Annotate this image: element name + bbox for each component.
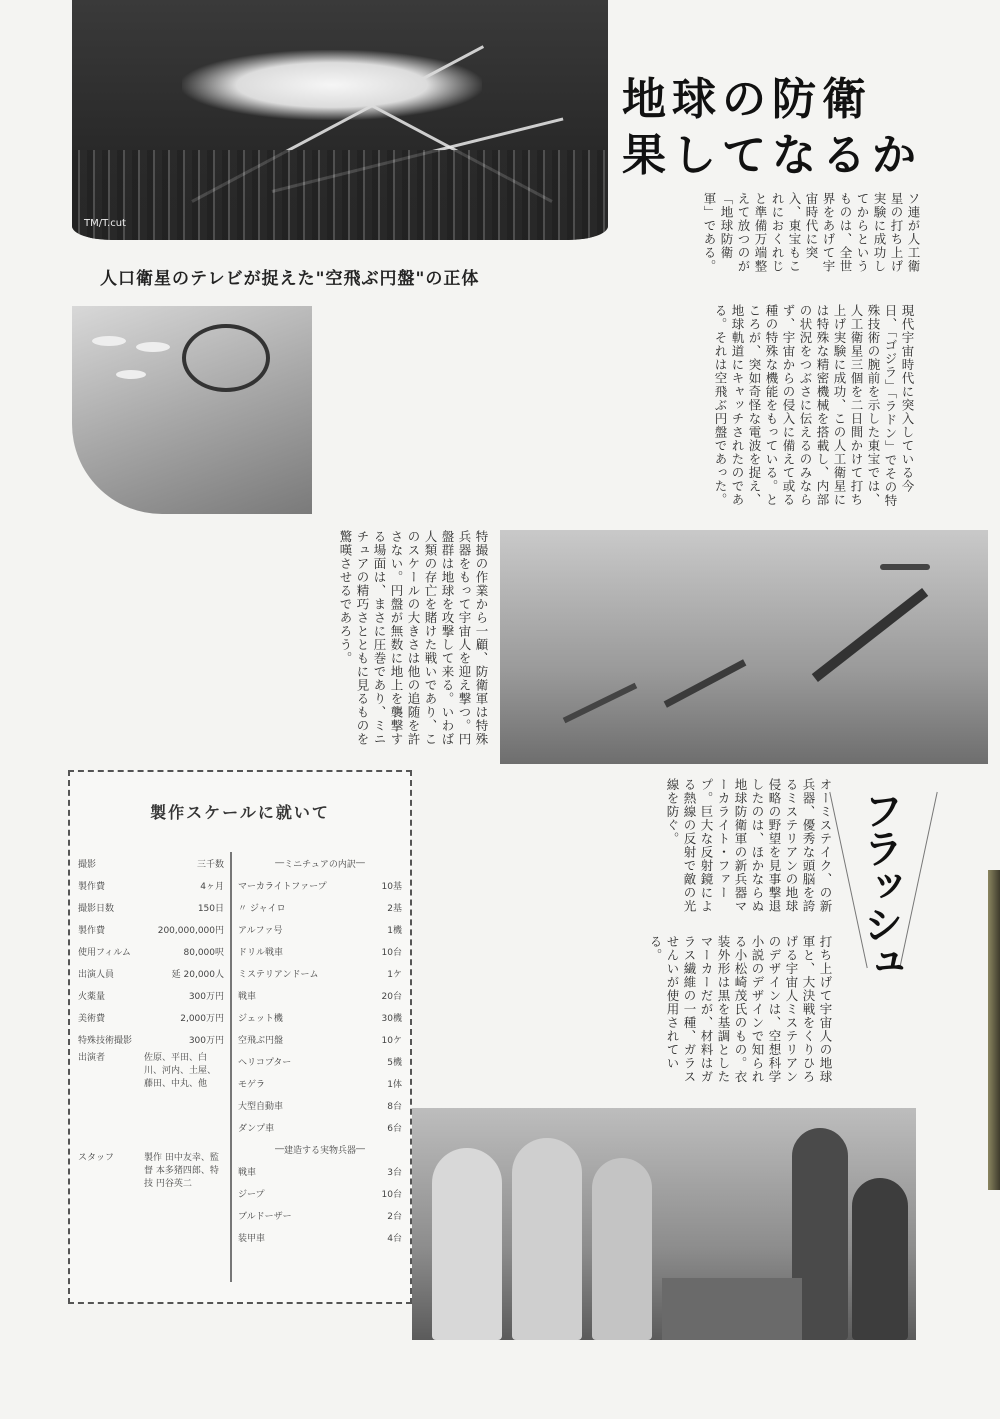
scale-table-title: 製作スケールに就いて: [150, 803, 330, 822]
table-row: 使用フィルム 80,000呎: [78, 947, 224, 958]
overlay-label: TM/T.cut: [84, 218, 126, 229]
table: [662, 1278, 802, 1340]
table-row: モゲラ 1体: [238, 1079, 402, 1090]
table-row: ヘリコプター 5機: [238, 1057, 402, 1068]
table-row: ミステリアンドーム 1ケ: [238, 969, 402, 980]
article-block-3: オーミステイク、の新兵器、優秀な頭脳を誇るミステリアンの地球侵略の野望を見事撃退したのは、ほかならぬ地球防衛軍の新兵器マーカライト・ファープ。巨大な反射鏡による熱線の反射で敵の光線を防ぐ。: [665, 778, 833, 913]
table-section-header: ― 建造する実物兵器 ―: [274, 1144, 365, 1156]
table-divider: [230, 852, 232, 1282]
flash-title: フラッシュ: [857, 790, 903, 980]
launcher-barrel: [664, 659, 747, 707]
top-photo-caption: 人口衛星のテレビが捉えた"空飛ぶ円盤"の正体: [100, 269, 480, 289]
table-row: 火薬量 300万円: [78, 991, 224, 1002]
table-right-column: [238, 852, 402, 1248]
table-row: 撮影 三千数: [78, 859, 224, 870]
headline-line-2: 果してなるか: [622, 130, 922, 181]
saucer-shape: [92, 336, 126, 346]
saucer-shape: [136, 342, 170, 352]
photo-rocket-launchers: [500, 530, 988, 764]
city-lights: [72, 150, 608, 240]
table-row: 撮影日数 150日: [78, 903, 224, 914]
saucer-glow: [182, 50, 482, 120]
table-row: アルファ号 1機: [238, 925, 402, 936]
table-row: 戦車 20台: [238, 991, 402, 1002]
table-row: 装甲車 4台: [238, 1233, 402, 1244]
robed-figure: [592, 1158, 652, 1340]
table-row: 製作費 200,000,000円: [78, 925, 224, 936]
launcher-barrel: [563, 683, 638, 723]
table-row: マーカライトファープ 10基: [238, 881, 402, 892]
table-row: 出演者 佐原、平田、白川、河内、土屋、藤田、中丸、他: [78, 1053, 217, 1089]
table-row: 出演人員 延 20,000人: [78, 969, 224, 980]
robed-figure: [512, 1138, 582, 1340]
headline-line-1: 地球の防衛: [622, 74, 872, 125]
table-row: 〃 ジャイロ 2基: [238, 903, 402, 914]
ring-trail: [182, 324, 270, 392]
table-left-column: [78, 852, 224, 1240]
flying-craft: [880, 564, 930, 570]
article-block-1: 現代宇宙時代に突入している今日、「ゴジラ」「ラドン」でその特殊技術の腕前を示した東宝では、人工衛星三個を二日間かけて打ち上げ実験に成功、この人工衛星には特殊な精密機械を搭載し、内部の状況をつぶさに伝えるのみならず、宇宙からの侵入に備えて或る種の特殊な機能をもっている。ところが、突如奇怪な電波を捉え、地球軌道にキャッチされたのである。それは空飛ぶ円盤であった。: [713, 304, 915, 508]
table-row: 空飛ぶ円盤 10ケ: [238, 1035, 402, 1046]
table-row: 大型自動車 8台: [238, 1101, 402, 1112]
photo-mysterians-meeting: [412, 1108, 916, 1340]
table-row: ドリル戦車 10台: [238, 947, 402, 958]
launcher-barrel: [812, 588, 928, 682]
scale-table: [68, 770, 412, 1304]
table-row: 特殊技術撮影 300万円: [78, 1035, 224, 1046]
photo-saucers-over-water: [72, 306, 312, 514]
table-row: 美術費 2,000万円: [78, 1013, 224, 1024]
table-row: 戦車 3台: [238, 1167, 402, 1178]
table-row: ダンプ車 6台: [238, 1123, 402, 1134]
table-section-header: ― ミニチュアの内訳 ―: [275, 858, 365, 870]
top-photo-saucer-searchlights: [72, 0, 608, 240]
article-block-2: 特撮の作業から一顧、防衛軍は特殊兵器をもって宇宙人を迎え撃つ。円盤群は地球を攻撃して来る。いわば人類の存亡を賭けた戦いであり、このスケールの大きさは他の追随を許さない。円盤が無数に地上を襲撃する場面は、まさに圧巻であり、ミニチュアの精巧さとともに見るものを驚嘆させるであろう。: [338, 530, 489, 746]
saucer-shape: [116, 370, 146, 379]
intro-column: ソ連が人工衛星の打ち上げ実験に成功してからというものは、全世界をあげて宇宙時代に突入、東宝もこれにおくれじと準備万端整えて放つのが「地球防衛軍」である。: [702, 192, 921, 273]
article-block-4: 打ち上げて宇宙人の地球軍と、大決戦をくりひろげる宇宙人ミステリアンのデザインは、空想科学小説のデザインで知られる小松崎茂氏のもの。衣装外形は黒を基調としたマーカーだが、材料はガラス繊維の一種、ガラスせんいが使用されている。: [648, 935, 833, 1084]
uniformed-figure: [852, 1178, 908, 1340]
table-row: ジェット機 30機: [238, 1013, 402, 1024]
table-row: ジープ 10台: [238, 1189, 402, 1200]
table-row: スタッフ 製作 田中友幸、監督 本多猪四郎、特技 円谷英二: [78, 1153, 219, 1189]
table-row: ブルドーザー 2台: [238, 1211, 402, 1222]
adjacent-page-edge: [988, 870, 1000, 1190]
table-row: 製作費 4ヶ月: [78, 881, 224, 892]
robed-figure: [432, 1148, 502, 1340]
